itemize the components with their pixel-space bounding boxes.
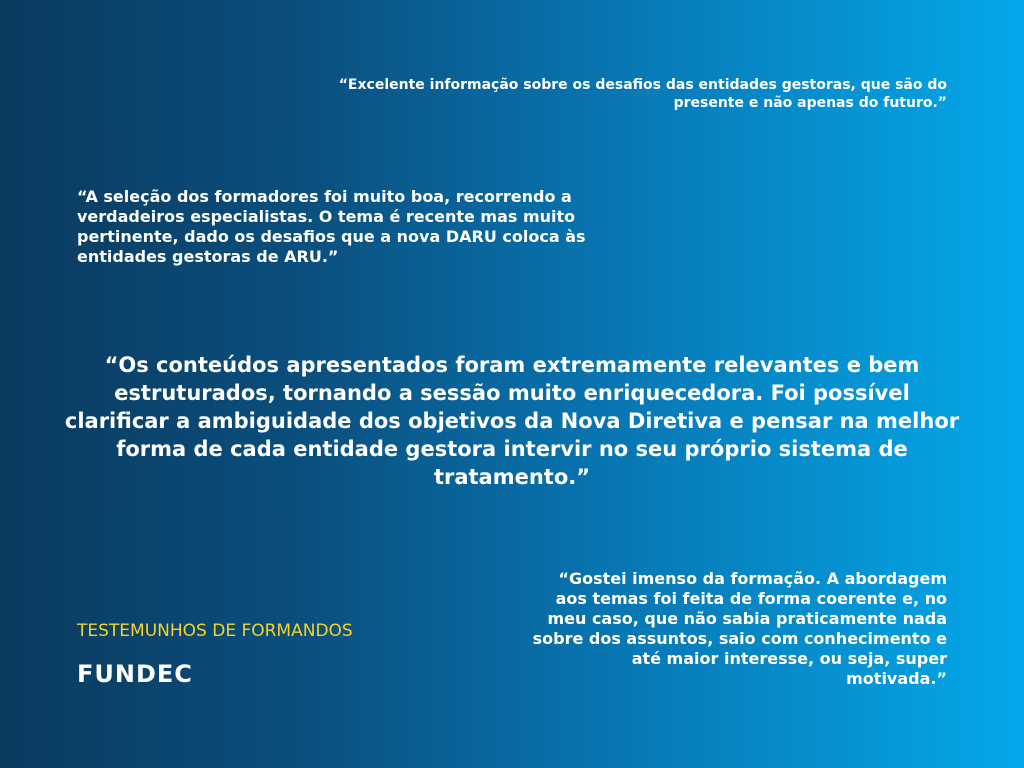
testimonial-top-right: “Excelente informação sobre os desafios das entidades gestoras, que são do presente e não apenas do futuro.” <box>338 77 947 111</box>
brand-logo: FUNDEC <box>77 660 193 688</box>
testimonial-left: “A seleção dos formadores foi muito boa, recorrendo a verdadeiros especialistas. O tema é recente mas muito pertinente, dado os desafios que a nova DARU coloca às entidades gestoras de ARU.” <box>77 187 586 266</box>
section-title: TESTEMUNHOS DE FORMANDOS <box>77 621 353 641</box>
testimonial-bottom-right: “Gostei imenso da formação. A abordagem aos temas foi feita de forma coerente e, no meu caso, que não sabia praticamente nada sobre dos assuntos, saio com conhecimento e até maior interesse, ou seja, super motivada.” <box>532 569 947 688</box>
testimonial-center: “Os conteúdos apresentados foram extremamente relevantes e bem estruturados, tornando a sessão muito enriquecedora. Foi possível clarificar a ambiguidade dos objetivos da Nova Diretiva e pensar na melhor forma de cada entidade gestora intervir no seu próprio sistema de tratamento.” <box>64 353 960 489</box>
